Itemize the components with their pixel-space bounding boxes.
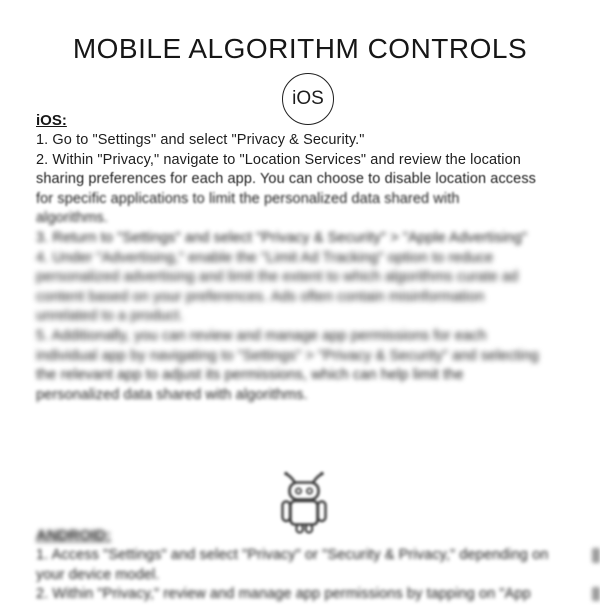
page-edge-artifact (592, 548, 600, 563)
ios-section-heading: iOS: (36, 112, 67, 129)
page-title: MOBILE ALGORITHM CONTROLS (72, 32, 528, 64)
text-line: 2. Within "Privacy," review and manage app permissions by tapping on "App (36, 586, 531, 603)
text-line: 2. Within "Privacy," navigate to "Location Services" and review the location (36, 151, 521, 168)
text-line: 5. Additionally, you can review and manage app permissions for each (36, 327, 487, 344)
android-section (36, 526, 548, 605)
text-line: personalized data shared with algorithms. (36, 386, 308, 403)
text-line: unrelated to a product. (36, 308, 184, 325)
text-line: sharing preferences for each app. You can choose to disable location access (36, 171, 537, 188)
ios-badge-label: iOS (292, 88, 324, 109)
text-line: content based on your preferences. Ads often contain misinformation (36, 288, 485, 305)
text-line: 3. Return to "Settings" and select "Privacy & Security" > "Apple Advertising" (36, 229, 528, 246)
text-line: algorithms. (36, 210, 109, 227)
text-line: personalized advertising and limit the extent to which algorithms curate ad (36, 269, 519, 286)
text-line: 1. Go to "Settings" and select "Privacy & Security." (36, 132, 365, 148)
text-line: for specific applications to limit the personalized data shared with (36, 190, 460, 207)
ios-section (36, 111, 539, 405)
page-edge-artifact (592, 587, 600, 601)
android-section-heading: ANDROID: (36, 527, 111, 544)
text-line: individual app by navigating to "Settings" > "Privacy & Security" and selecting (36, 347, 539, 364)
text-line: the relevant app to adjust its permissions, which can help limit the (36, 367, 464, 384)
text-line: 4. Under "Advertising," enable the "Limit Ad Tracking" option to reduce (36, 249, 494, 266)
text-line: your device model. (36, 566, 160, 583)
text-line: 1. Access "Settings" and select "Privacy" or "Security & Privacy," depending on (36, 547, 549, 563)
